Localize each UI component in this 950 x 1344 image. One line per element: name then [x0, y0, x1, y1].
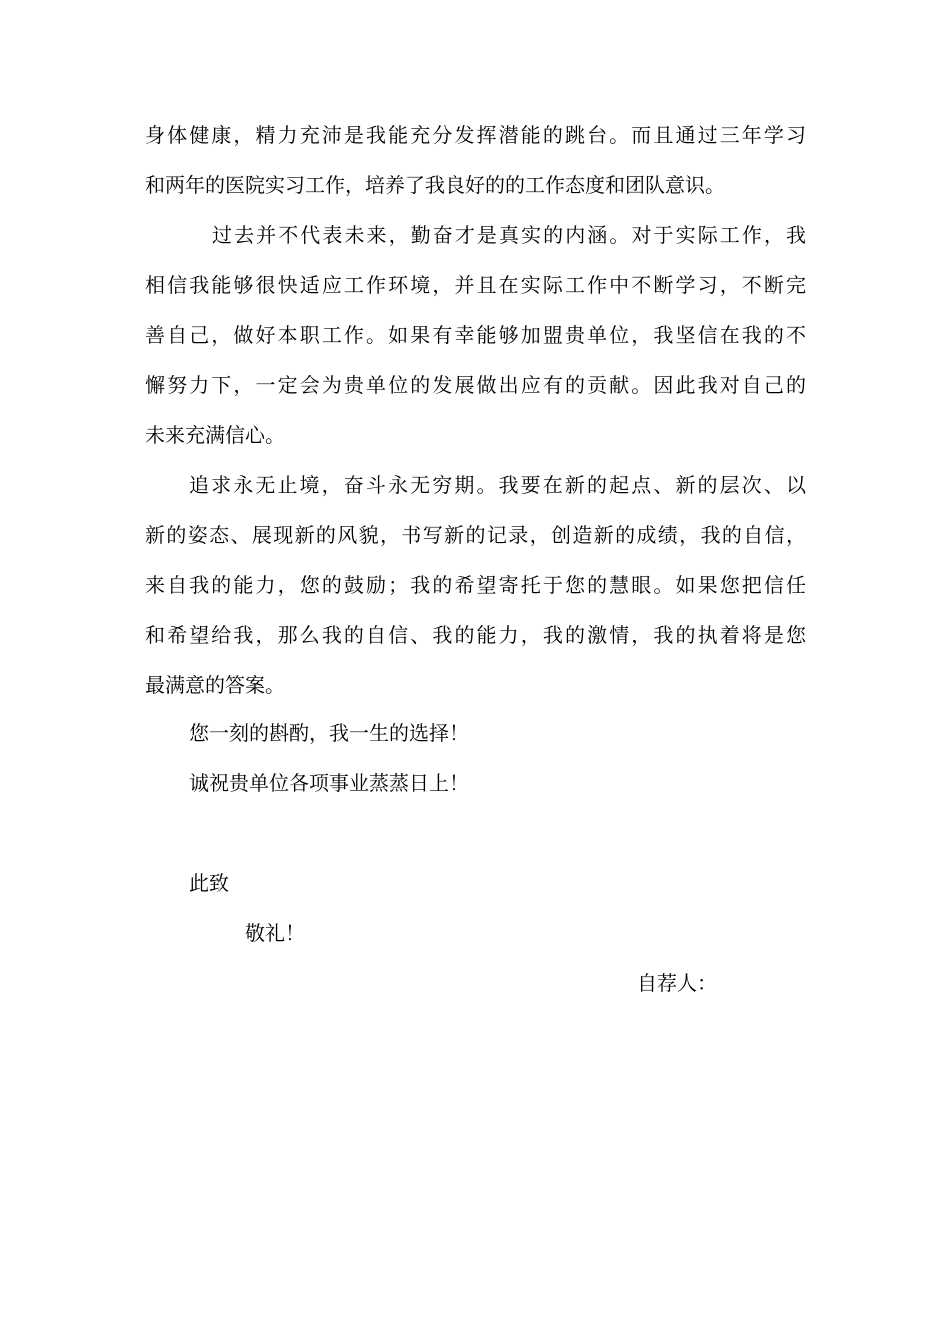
- paragraph-3-line-3: 来自我的能力，您的鼓励；我的希望寄托于您的慧眼。如果您把信任: [145, 573, 806, 597]
- paragraph-2-line-4: 懈努力下，一定会为贵单位的发展做出应有的贡献。因此我对自己的: [145, 373, 806, 397]
- paragraph-1-line-2: 和两年的医院实习工作，培养了我良好的的工作态度和团队意识。: [145, 173, 725, 197]
- paragraph-3-line-2: 新的姿态、展现新的风貌，书写新的记录，创造新的成绩，我的自信，: [145, 523, 806, 547]
- paragraph-2-line-1: 过去并不代表未来，勤奋才是真实的内涵。对于实际工作，我: [212, 223, 806, 247]
- choice-line: 您一刻的斟酌，我一生的选择！: [189, 721, 469, 745]
- paragraph-1-line-1: 身体健康，精力充沛是我能充分发挥潜能的跳台。而且通过三年学习: [145, 123, 806, 147]
- paragraph-3-line-5: 最满意的答案。: [145, 673, 285, 697]
- paragraph-2-line-2: 相信我能够很快适应工作环境，并且在实际工作中不断学习，不断完: [145, 273, 806, 297]
- paragraph-3-line-4: 和希望给我，那么我的自信、我的能力，我的激情，我的执着将是您: [145, 623, 806, 647]
- wish-line: 诚祝贵单位各项事业蒸蒸日上！: [189, 771, 469, 795]
- closing-regards: 敬礼！: [245, 921, 305, 945]
- paragraph-2-line-5: 未来充满信心。: [145, 423, 285, 447]
- paragraph-3-line-1: 追求永无止境，奋斗永无穷期。我要在新的起点、新的层次、以: [189, 473, 806, 497]
- signature-label: 自荐人：: [637, 971, 717, 995]
- paragraph-2-line-3: 善自己，做好本职工作。如果有幸能够加盟贵单位，我坚信在我的不: [145, 323, 806, 347]
- closing-salutation: 此致: [189, 871, 229, 895]
